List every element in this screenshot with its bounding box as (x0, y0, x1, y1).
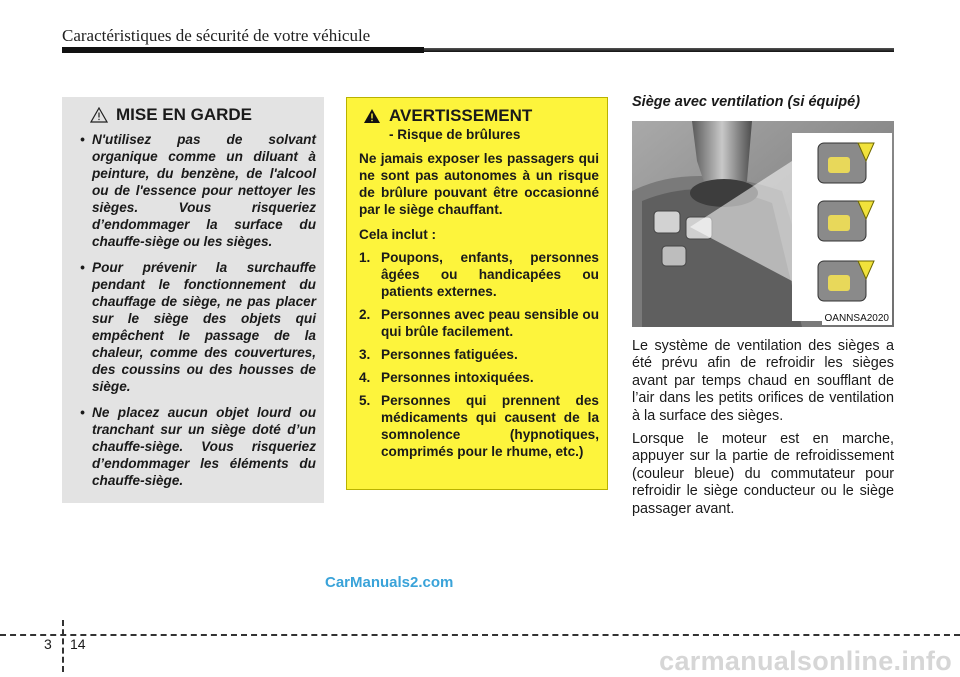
warning-box (346, 97, 608, 490)
page-number: 14 (70, 636, 86, 652)
figure-label: OANNSA2020 (822, 312, 892, 325)
warning-item-text: Personnes qui prennent des médicaments qui causent de la somnolence (hypnotiques, comprimés pour le rhume, etc.) (381, 393, 599, 459)
warning-item-text: Personnes avec peau sensible ou qui brûle facilement. (381, 307, 599, 339)
caution-item: • N'utilisez pas de solvant organique comme un diluant à peinture, du benzène, de l'alcool ou de l'essence pour nettoyer les sièges. Vous risqueriez d’endommager la surface du chauffe-siège ou les sièges. (74, 131, 316, 250)
warning-intro: Ne jamais exposer les passagers qui ne sont pas autonomes à un risque de brûlure pouvant être occasionné par le siège chauffant. (359, 151, 599, 217)
warning-item-number: 4. (359, 370, 371, 385)
warning-triangle-icon (363, 108, 381, 124)
warning-item (359, 249, 599, 300)
warning-subtitle: - Risque de brûlures (389, 127, 521, 142)
site-watermark: carmanualsonline.info (659, 646, 952, 676)
seat-ventilation-figure (632, 121, 894, 327)
header-title: Caractéristiques de sécurité de votre véhicule (62, 26, 371, 45)
footer-rule (0, 634, 960, 636)
warning-item (359, 392, 599, 460)
caution-title: MISE EN GARDE (116, 105, 253, 124)
warning-item-number: 1. (359, 250, 371, 265)
warning-item-text: Personnes intoxiquées. (381, 370, 534, 385)
page-section-number: 3 (44, 636, 52, 652)
warning-item (359, 369, 599, 386)
caution-title-row (90, 105, 316, 125)
warning-list-intro: Cela inclut : (359, 227, 437, 242)
console-illustration (632, 121, 894, 327)
body-paragraph: Le système de ventilation des sièges a été prévu afin de refroidir les sièges avant par temps chaud en soufflant de l’air dans les petits orifices de ventilation à la surface des sièges. (632, 338, 894, 424)
watermark-link[interactable]: CarManuals2.com (325, 574, 454, 591)
warning-item-number: 3. (359, 347, 371, 362)
caution-item: • Pour prévenir la surchauffe pendant le fonctionnement du chauffage de siège, ne pas placer sur le siège des objets qui empêchent le passage de la chaleur, comme des couvertures, des coussins ou des housses de siège. (74, 259, 316, 395)
warning-item (359, 346, 599, 363)
caution-box (62, 97, 324, 503)
warning-triangle-icon (90, 107, 108, 123)
section-title: Siège avec ventilation (si équipé) (632, 94, 861, 110)
warning-title-row (363, 106, 599, 126)
warning-item (359, 306, 599, 340)
body-paragraph: Lorsque le moteur est en marche, appuyer sur la partie de refroidissement (couleur bleue) du commutateur pour refroidir le siège conducteur ou le siège passager avant. (632, 431, 894, 517)
header-rule-accent (62, 47, 424, 53)
warning-title: AVERTISSEMENT (389, 106, 533, 125)
caution-list (74, 131, 316, 489)
body-text (632, 338, 894, 524)
warning-item-number: 2. (359, 307, 371, 322)
footer-divider (62, 620, 64, 672)
warning-item-text: Poupons, enfants, personnes âgées ou handicapées ou patients externes. (381, 250, 599, 299)
warning-list (359, 249, 599, 460)
warning-item-text: Personnes fatiguées. (381, 347, 518, 362)
caution-item: • Ne placez aucun objet lourd ou tranchant sur un siège doté d’un chauffe-siège. Vous risqueriez d’endommager les éléments du chauffe-siège. (74, 404, 316, 489)
warning-item-number: 5. (359, 393, 371, 408)
